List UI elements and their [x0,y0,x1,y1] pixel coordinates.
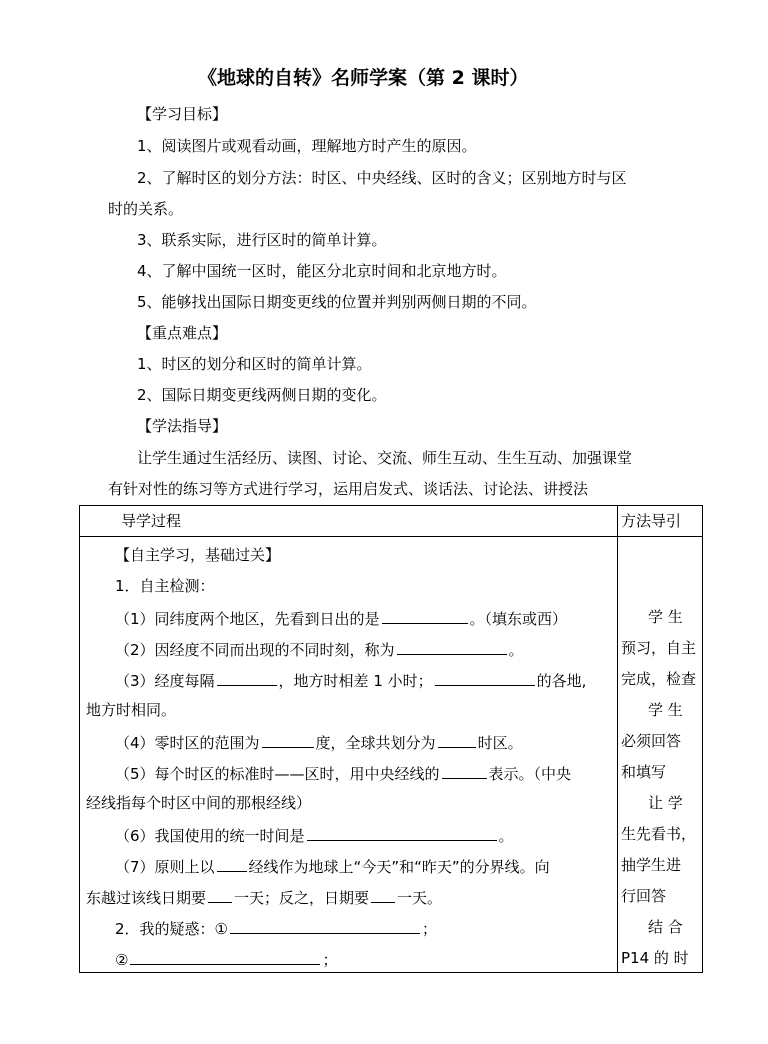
method-line: 让学生通过生活经历、读图、讨论、交流、师生互动、生生互动、加强课堂 [137,449,633,467]
q2: （2）因经度不同而出现的不同时刻，称为 。 [115,638,524,660]
method-note: 行回答 [621,887,667,905]
method-note: 结 合 [648,918,683,936]
blank-field[interactable] [382,607,468,624]
method-note: P14 的 时 [621,949,689,967]
goal-line: 4、了解中国统一区时，能区分北京时间和北京地方时。 [137,262,507,280]
method-note: 完成，检查 [621,670,697,688]
blank-field[interactable] [262,731,314,748]
goal-line: 1、阅读图片或观看动画，理解地方时产生的原因。 [137,137,477,155]
blank-field[interactable] [230,917,420,934]
col-header-process-label: 导学过程 [121,512,182,530]
sub2: 2．我的疑惑：① ； [115,917,437,939]
key-line: 1、时区的划分和区时的简单计算。 [137,355,372,373]
goal-line: 时的关系。 [108,200,184,218]
method-header: 【学法指导】 [137,417,228,435]
page-title: 《地球的自转》名师学案（第 2 课时） [198,67,529,89]
sub2b: ② ； [115,948,337,970]
method-note: 必须回答 [621,732,682,750]
blank-field[interactable] [307,824,497,841]
q3-cont: 地方时相同。 [86,701,177,719]
method-note: 让 学 [648,794,683,812]
blank-field[interactable] [438,731,476,748]
key-line: 2、国际日期变更线两侧日期的变化。 [137,386,387,404]
col-header-method [618,506,703,537]
q1: （1）同纬度两个地区，先看到日出的是 。（填东或西） [115,607,567,629]
key-header: 【重点难点】 [137,324,228,342]
method-line: 有针对性的练习等方式进行学习，运用启发式、谈话法、讨论法、讲授法 [108,480,589,498]
q7: （7）原则上以 经线作为地球上“今天”和“昨天”的分界线。向 [115,855,550,877]
q5: （5）每个时区的标准时——区时，用中央经线的 表示。（中央 [115,762,571,784]
goals-header: 【学习目标】 [137,105,228,123]
sub1: 1．自主检测： [115,577,215,595]
guide-table [79,505,703,973]
blank-field[interactable] [217,855,247,872]
method-note: 抽学生进 [621,856,682,874]
q5-cont: 经线指每个时区中间的那根经线） [86,794,312,812]
method-note: 学 生 [648,608,683,626]
blank-field[interactable] [397,638,507,655]
q3: （3）经度每隔 ，地方时相差 1 小时； 的各地, [115,669,586,691]
q6: （6）我国使用的统一时间是 。 [115,824,514,846]
goal-line: 3、联系实际，进行区时的简单计算。 [137,231,387,249]
q7-cont: 东越过该线日期要 一天；反之，日期要 一天。 [86,886,442,908]
blank-field[interactable] [130,948,320,965]
col-header-process [80,506,618,537]
blank-field[interactable] [217,669,277,686]
method-cell [618,537,703,973]
process-cell [80,537,618,973]
method-note: 和填写 [621,763,667,781]
blank-field[interactable] [442,762,487,779]
col-header-method-label: 方法导引 [621,512,682,530]
q4: （4）零时区的范围为 度，全球共划分为 时区。 [115,731,523,753]
blank-field[interactable] [371,886,395,903]
method-note: 学 生 [648,701,683,719]
goal-line: 5、能够找出国际日期变更线的位置并判别两侧日期的不同。 [137,293,537,311]
section-title: 【自主学习，基础过关】 [115,546,281,564]
blank-field[interactable] [208,886,232,903]
method-note: 预习，自主 [621,639,697,657]
goal-line: 2、了解时区的划分方法：时区、中央经线、区时的含义；区别地方时与区 [137,169,627,187]
blank-field[interactable] [435,669,535,686]
method-note: 生先看书， [621,825,697,843]
